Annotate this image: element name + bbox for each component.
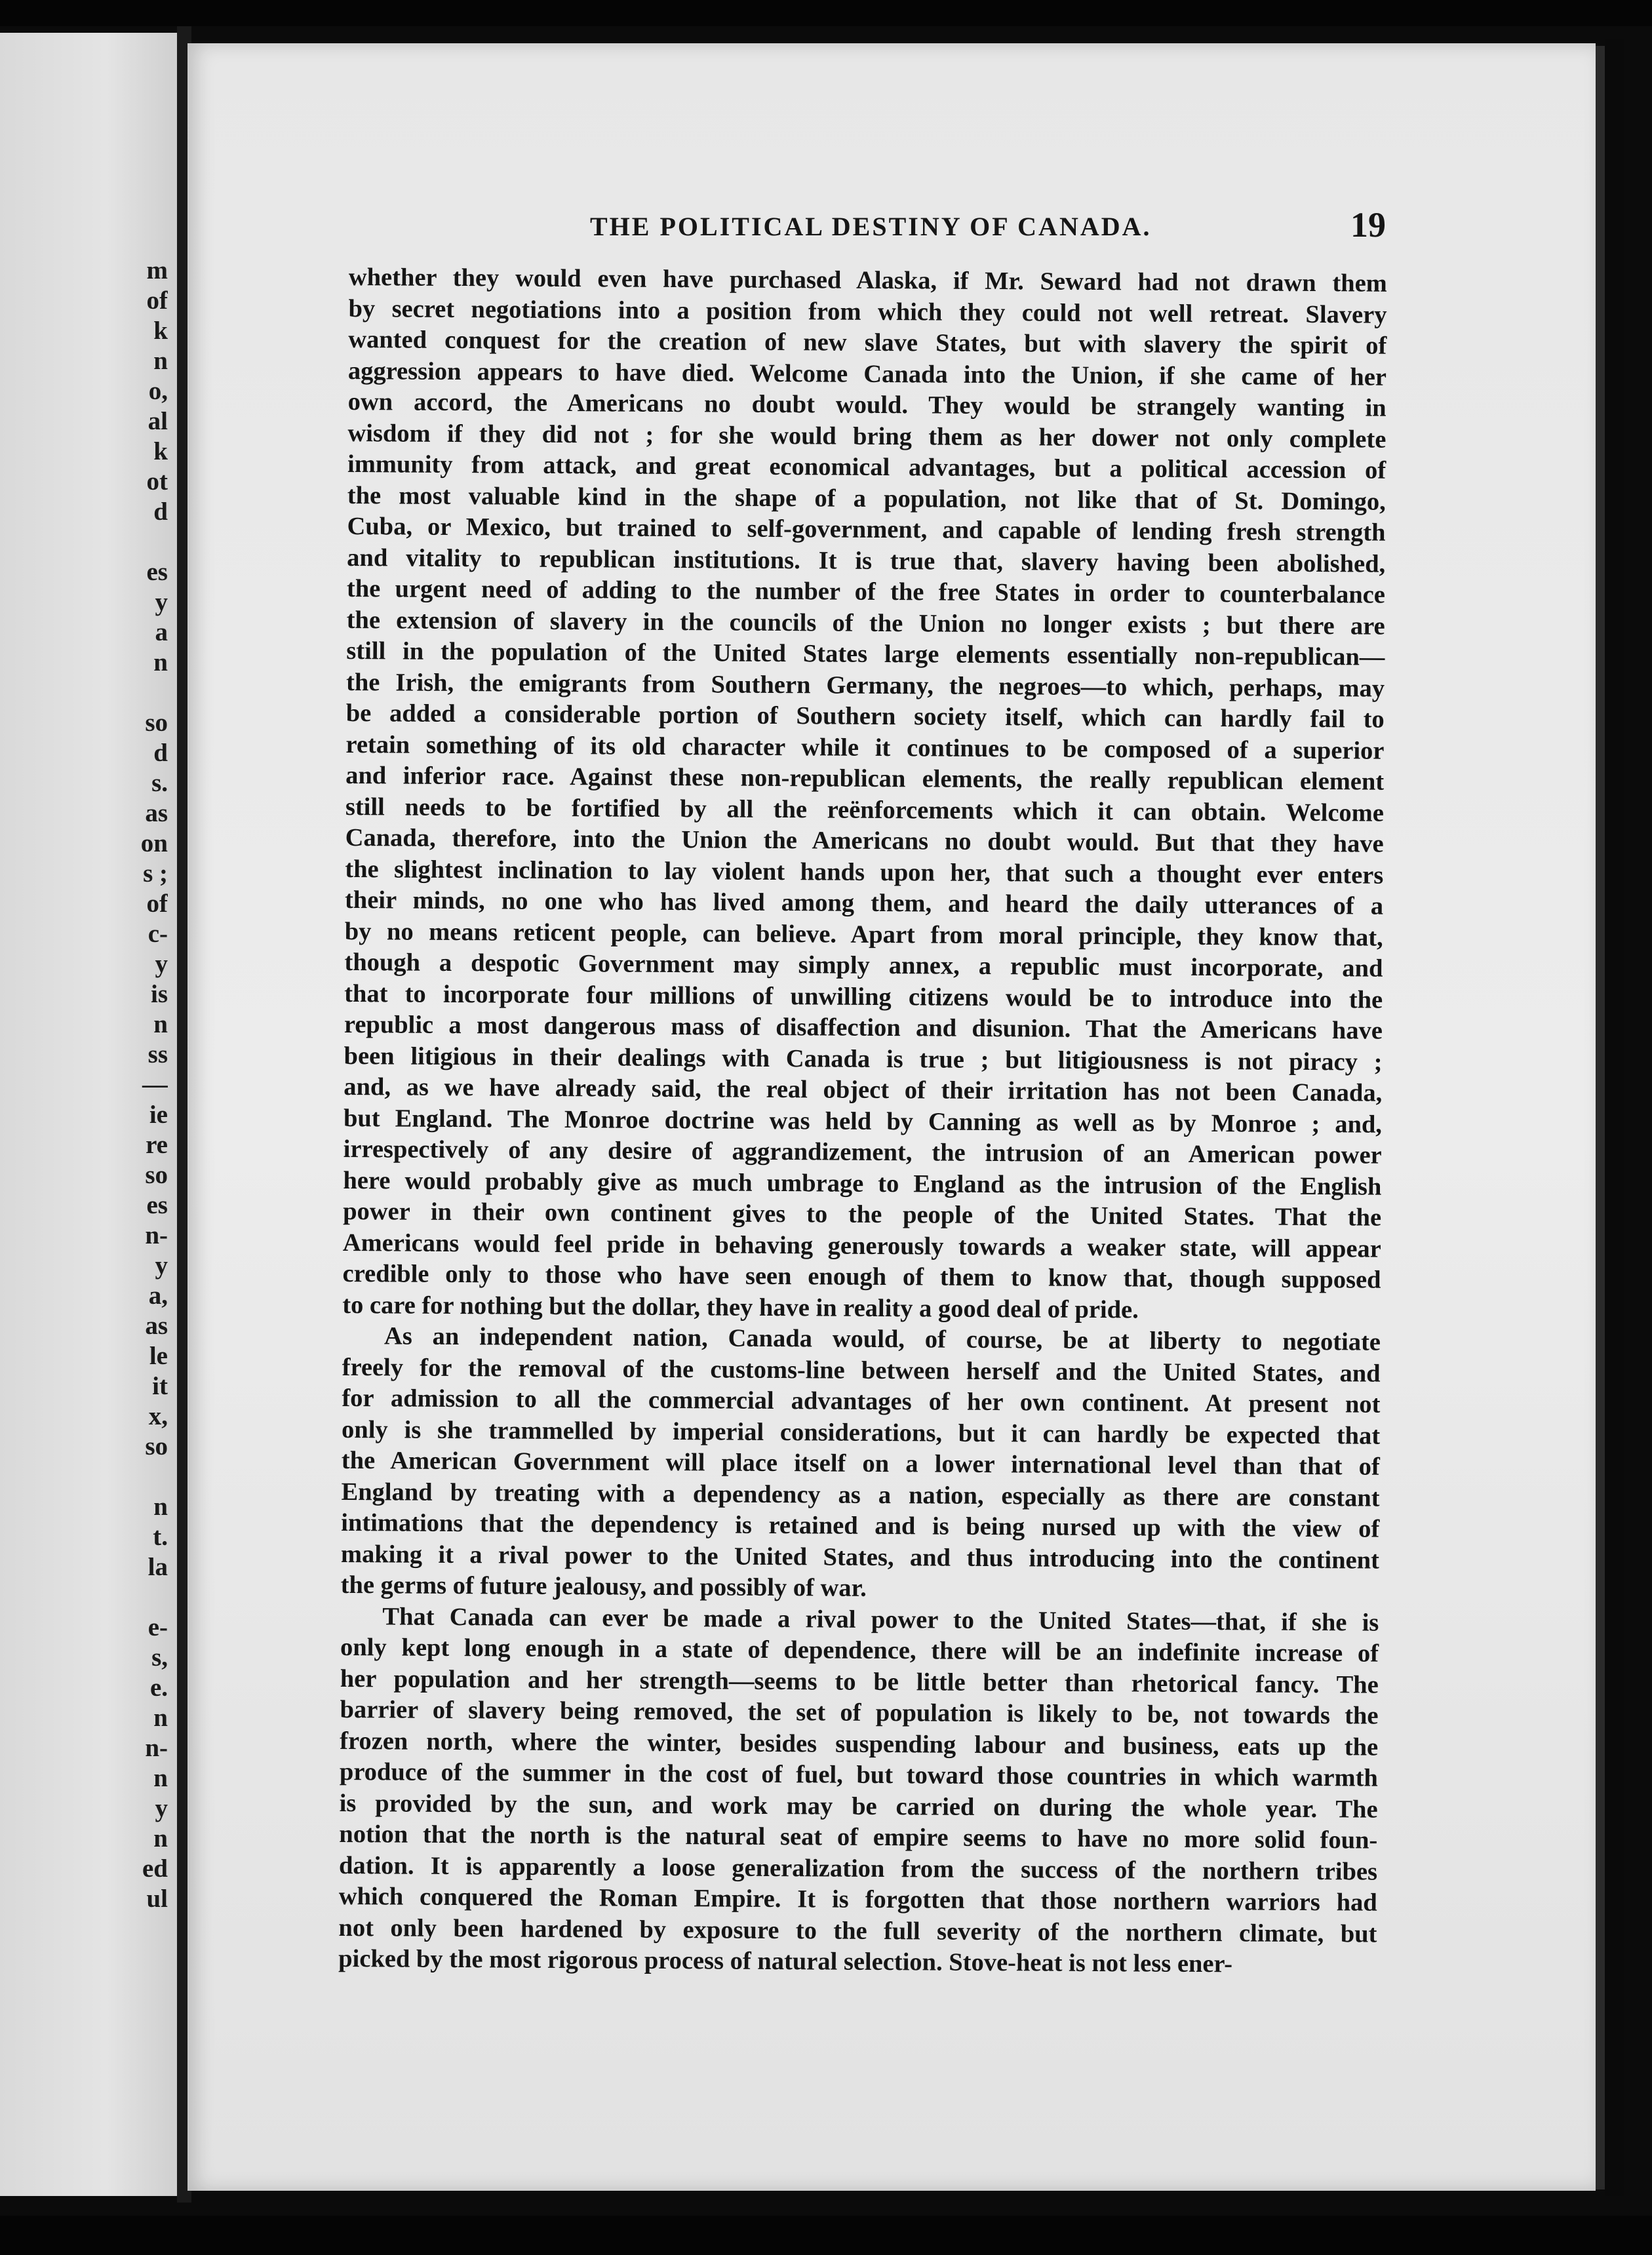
facing-page-fragment: so (145, 709, 168, 737)
facing-page-fragment: t. (153, 1523, 168, 1551)
text-line: only is she trammelled by imperial considerations, but it can hardly be expected that (341, 1415, 1381, 1450)
facing-page-fragment (89, 1462, 168, 1492)
text-line: power in their own continent gives to the people of the United States. That the (343, 1197, 1382, 1232)
text-line: been litigious in their dealings with Canada is true ; but litigiousness is not piracy ; (344, 1042, 1383, 1076)
facing-page-fragment: es (146, 558, 168, 586)
text-line: irrespectively of any desire of aggrandizement, the intrusion of an American power (343, 1135, 1382, 1169)
text-line: though a despotic Government may simply annex, a republic must incorporate, and (344, 948, 1383, 983)
facing-page-fragment: e. (149, 1674, 168, 1702)
text-line: wisdom if they did not ; for she would bring them as her dower not only complete (347, 419, 1386, 454)
facing-page-fragment: as (145, 799, 168, 827)
text-line: and inferior race. Against these non-republican elements, the really republican element (345, 761, 1385, 796)
text-line: to care for nothing but the dollar, they have in reality a good deal of pride. (342, 1291, 1139, 1324)
facing-page-fragment: s, (151, 1643, 168, 1672)
text-line: freely for the removal of the customs-line between herself and the United States, and (342, 1353, 1381, 1388)
running-title: THE POLITICAL DESTINY OF CANADA. (590, 212, 1152, 241)
text-line: the slightest inclination to lay violent hands upon her, that such a thought ever enters (345, 855, 1384, 890)
facing-page-fragment: n- (145, 1734, 168, 1762)
text-line: As an independent nation, Canada would, of course, be at liberty to negotiate (384, 1322, 1381, 1356)
facing-page-fragment: n (153, 1010, 168, 1038)
facing-page-fragment: k (153, 317, 168, 345)
facing-page-fragment: y (155, 950, 168, 978)
facing-page-fragment: so (145, 1161, 168, 1189)
text-line: by no means reticent people, can believe. Apart from moral principle, they know that, (344, 917, 1383, 952)
text-line: the most valuable kind in the shape of a population, not like that of St. Domingo, (347, 481, 1386, 516)
facing-page-fragment: n (153, 1493, 168, 1521)
text-line: barrier of slavery being removed, the set of population is likely to be, not towards the (340, 1695, 1379, 1730)
text-line: notion that the north is the natural seat of empire seems to have no more solid foun- (339, 1820, 1378, 1854)
facing-page-fragment (89, 527, 168, 557)
facing-page-fragment: — (142, 1070, 168, 1099)
facing-page-fragment: a (155, 618, 168, 646)
facing-page-fragment: s. (151, 769, 168, 797)
facing-page-fragment: m (146, 256, 168, 284)
facing-page-fragment: y (155, 1251, 168, 1280)
facing-page-fragment: la (148, 1553, 168, 1581)
text-line: that to incorporate four millions of unwilling citizens would be to introduce into the (344, 979, 1383, 1014)
facing-page-fragment: o, (148, 377, 168, 405)
text-line: and vitality to republican institutions. It is true that, slavery having been abolished, (347, 543, 1386, 578)
text-line: dation. It is apparently a loose generalization from the success of the northern tribes (338, 1851, 1378, 1886)
text-line: Canada, therefore, into the Union the Americans no doubt would. But that they have (345, 823, 1384, 858)
facing-page-fragment: of (146, 286, 168, 315)
text-line: here would probably give as much umbrage to England as the intrusion of the English (343, 1166, 1382, 1201)
facing-page-fragment: y (155, 1794, 168, 1822)
facing-page-fragment: n (153, 347, 168, 375)
text-line: intimations that the dependency is retained and is being nursed up with the view of (341, 1508, 1380, 1543)
film-border-top (0, 0, 1652, 26)
film-border-bottom (0, 2216, 1652, 2255)
facing-page-fragment: n- (145, 1221, 168, 1249)
facing-page-fragment: c- (148, 920, 168, 948)
facing-page-fragment: ul (146, 1885, 168, 1913)
text-line: England by treating with a dependency as a nation, especially as there are constant (341, 1478, 1380, 1512)
text-line: aggression appears to have died. Welcome Canada into the Union, if she came of her (347, 357, 1387, 391)
facing-page-fragment (89, 678, 168, 708)
facing-page-fragment: re (146, 1131, 168, 1159)
page-edge-shadow (1596, 46, 1605, 2189)
text-line: the extension of slavery in the councils of the Union no longer exists ; but there are (346, 606, 1385, 640)
facing-page-fragment: d (153, 739, 168, 767)
text-line: the Irish, the emigrants from Southern Germany, the negroes—to which, perhaps, may (345, 668, 1385, 703)
facing-page-fragment: k (153, 437, 168, 465)
body-text (338, 262, 1387, 1981)
text-line: be added a considerable portion of Southern society itself, which can hardly fail to (345, 699, 1385, 734)
facing-page-fragment: n (153, 1824, 168, 1853)
facing-page-fragment: le (149, 1342, 168, 1370)
facing-page-fragment: ie (149, 1101, 168, 1129)
facing-page-fragment: s ; (143, 859, 168, 888)
text-line: retain something of its old character while it continues to be composed of a superior (345, 730, 1385, 765)
paragraph (338, 1601, 1379, 1981)
facing-page-fragment: so (145, 1432, 168, 1461)
facing-page-fragment: d (153, 498, 168, 526)
facing-page-fragment: x, (148, 1402, 168, 1430)
text-line: the American Government will place itself on a lower international level than that of (341, 1446, 1380, 1481)
text-line: is provided by the sun, and work may be carried on during the whole year. The (339, 1789, 1378, 1824)
text-line: frozen north, where the winter, besides suspending labour and business, eats up the (340, 1727, 1379, 1761)
facing-page-fragment: n (153, 1704, 168, 1732)
facing-page-fragment: a, (148, 1282, 168, 1310)
facing-page-fragment: it (152, 1372, 168, 1400)
facing-page-fragment: on (140, 829, 168, 857)
text-line: immunity from attack, and great economical advantages, but a political accession of (347, 450, 1386, 484)
paragraph (342, 262, 1387, 1327)
text-line: for admission to all the commercial advantages of her own continent. At present not (342, 1384, 1381, 1419)
text-line: making it a rival power to the United States, and thus introducing into the continent (340, 1540, 1380, 1575)
text-line: whether they would even have purchased Alaska, if Mr. Seward had not drawn them (348, 263, 1387, 298)
facing-page-fragment: y (155, 588, 168, 616)
facing-page-fragment: ot (146, 467, 168, 496)
facing-page-fragment: n (153, 1764, 168, 1792)
text-line: produce of the summer in the cost of fuel, but toward those countries in which warmth (339, 1757, 1379, 1792)
facing-page-text-fragments (89, 256, 168, 1914)
text-line: only kept long enough in a state of dependence, there will be an indefinite increase of (340, 1633, 1379, 1668)
text-line: their minds, no one who has lived among them, and heard the daily utterances of a (344, 886, 1384, 920)
facing-page-edge (0, 33, 181, 2196)
text-line: still needs to be fortified by all the reënforcements which it can obtain. Welcome (345, 793, 1385, 827)
facing-page-fragment: ed (142, 1854, 168, 1883)
text-line: not only been hardened by exposure to the full severity of the northern climate, but (338, 1913, 1377, 1948)
text-line: credible only to those who have seen enough of them to know that, though supposed (342, 1259, 1381, 1294)
text-line: the germs of future jealousy, and possibly of war. (340, 1571, 867, 1602)
text-line: Cuba, or Mexico, but trained to self-government, and capable of lending fresh strength (347, 512, 1386, 547)
facing-page-fragment: al (148, 407, 168, 435)
text-line: and, as we have already said, the real object of their irritation has not been Canada, (344, 1072, 1383, 1107)
facing-page-fragment (89, 1582, 168, 1613)
paragraph (341, 1321, 1381, 1607)
facing-page-fragment: is (150, 980, 168, 1008)
facing-page-fragment: of (146, 890, 168, 918)
page-number: 19 (1350, 205, 1386, 245)
facing-page-fragment: e- (148, 1613, 168, 1641)
facing-page-fragment: es (146, 1191, 168, 1219)
text-line: republic a most dangerous mass of disaffection and disunion. That the Americans have (344, 1010, 1383, 1045)
text-line: wanted conquest for the creation of new slave States, but with slavery the spirit of (348, 325, 1387, 360)
facing-page-fragment: n (153, 648, 168, 676)
film-border-right (1605, 39, 1624, 2196)
text-line: picked by the most rigorous process of natural selection. Stove-heat is not less ener- (338, 1944, 1233, 1978)
text-line: Americans would feel pride in behaving generously towards a weaker state, will appear (342, 1228, 1381, 1263)
text-line: but England. The Monroe doctrine was held by Canning as well as by Monroe ; and, (343, 1104, 1383, 1139)
text-line: That Canada can ever be made a rival power to the United States—that, if she is (382, 1602, 1379, 1637)
text-line: own accord, the Americans no doubt would. They would be strangely wanting in (347, 387, 1386, 422)
facing-page-fragment: ss (148, 1040, 168, 1069)
facing-page-fragment: as (145, 1312, 168, 1340)
text-line: which conquered the Roman Empire. It is forgotten that those northern warriors had (338, 1882, 1377, 1917)
text-line: by secret negotiations into a position from which they could not well retreat. Slavery (348, 294, 1387, 329)
text-line: the urgent need of adding to the number of the free States in order to counterbalance (346, 574, 1386, 609)
text-line: her population and her strength—seems to be little better than rhetorical fancy. The (340, 1664, 1379, 1699)
text-line: still in the population of the United States large elements essentially non-republican— (346, 637, 1385, 671)
